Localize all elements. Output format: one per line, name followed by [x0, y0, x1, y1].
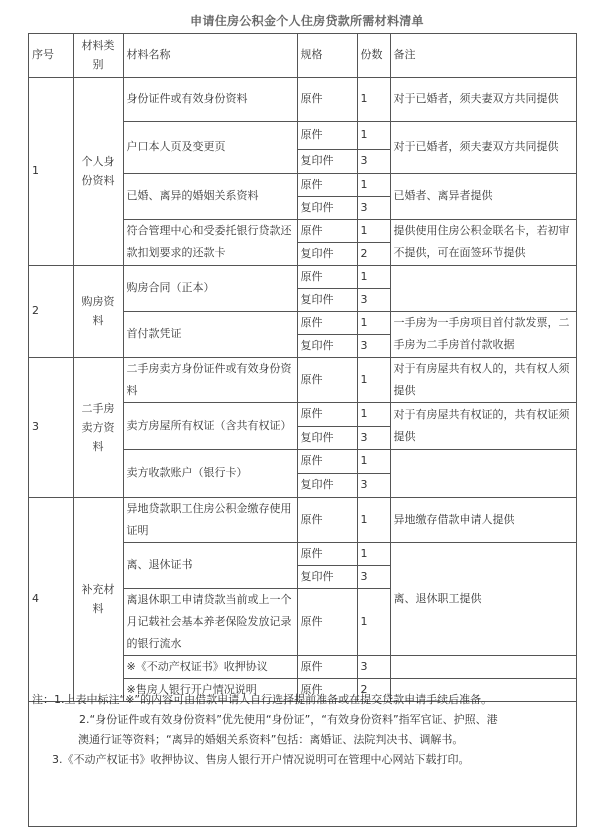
material-copies: 3: [357, 426, 390, 449]
material-remark: 提供使用住房公积金联名卡，若初审不提供，可在面签环节提供: [390, 219, 576, 265]
group-seq: 4: [29, 497, 73, 701]
material-copies: 1: [357, 588, 390, 655]
material-remark: 对于已婚者，须夫妻双方共同提供: [390, 77, 576, 121]
table-row: [29, 77, 576, 121]
material-name: 户口本人页及变更页: [123, 121, 297, 173]
material-spec: 原件: [297, 219, 357, 242]
material-copies: 3: [357, 334, 390, 357]
material-remark: 对于已婚者，须夫妻双方共同提供: [390, 121, 576, 173]
material-copies: 1: [357, 121, 390, 149]
material-name: 二手房卖方身份证件或有效身份资料: [123, 357, 297, 402]
material-name: 离、退休证书: [123, 542, 297, 588]
group-category: 二手房卖方资料: [73, 357, 123, 497]
material-copies: 3: [357, 196, 390, 219]
material-spec: 原件: [297, 77, 357, 121]
material-copies: 1: [357, 77, 390, 121]
material-remark: 异地缴存借款申请人提供: [390, 497, 576, 542]
material-copies: 1: [357, 357, 390, 402]
group-seq: 2: [29, 265, 73, 357]
material-copies: 1: [357, 449, 390, 473]
header-name: 材料名称: [123, 34, 297, 77]
material-spec: 原件: [297, 497, 357, 542]
note-line: 2.“身份证件或有效身份资料”优先使用“身份证”，“有效身份资料”指军官证、护照、港: [79, 713, 498, 726]
material-copies: 3: [357, 565, 390, 588]
material-name: 卖方收款账户（银行卡）: [123, 449, 297, 497]
material-spec: 原件: [297, 449, 357, 473]
material-copies: 3: [357, 288, 390, 311]
material-spec: 原件: [297, 265, 357, 288]
material-name: ※《不动产权证书》收押协议: [123, 655, 297, 678]
table-row: [29, 265, 576, 288]
material-spec: 原件: [297, 678, 357, 701]
material-remark: [390, 449, 576, 497]
material-spec: 原件: [297, 357, 357, 402]
material-spec: 复印件: [297, 426, 357, 449]
material-spec: 原件: [297, 311, 357, 334]
material-spec: 原件: [297, 588, 357, 655]
notes-section: [32, 690, 573, 770]
material-name: 购房合同（正本）: [123, 265, 297, 311]
table-row: [29, 497, 576, 542]
group-seq: 1: [29, 77, 73, 265]
material-remark: 离、退休职工提供: [390, 542, 576, 655]
material-spec: 复印件: [297, 196, 357, 219]
material-remark: 一手房为一手房项目首付款发票，二手房为二手房首付款收据: [390, 311, 576, 357]
material-copies: 2: [357, 242, 390, 265]
group-category: 个人身份资料: [73, 77, 123, 265]
note-line: 3.《不动产权证书》收押协议、售房人银行开户情况说明可在管理中心网站下载打印。: [52, 753, 470, 766]
material-copies: 2: [357, 678, 390, 701]
material-remark: 对于有房屋共有权人的，共有权人须提供: [390, 357, 576, 402]
material-copies: 1: [357, 311, 390, 334]
material-spec: 原件: [297, 542, 357, 565]
group-seq: 3: [29, 357, 73, 497]
materials-sheet: [28, 33, 577, 827]
material-spec: 复印件: [297, 473, 357, 497]
note-line: 澳通行证等资料；“离异的婚姻关系资料”包括：离婚证、法院判决书、调解书。: [78, 733, 464, 746]
material-copies: 3: [357, 149, 390, 173]
table-row: [29, 357, 576, 402]
material-name: 离退休职工申请贷款当前或上一个月记载社会基本养老保险发放记录的银行流水: [123, 588, 297, 655]
material-spec: 原件: [297, 402, 357, 426]
material-name: 符合管理中心和受委托银行贷款还款扣划要求的还款卡: [123, 219, 297, 265]
header-remark: 备注: [390, 34, 576, 77]
material-spec: 复印件: [297, 565, 357, 588]
header-copies: 份数: [357, 34, 390, 77]
materials-table: [29, 34, 576, 702]
material-spec: 复印件: [297, 334, 357, 357]
note-line: 注：1.上表中标注“※”的内容可由借款申请人自行选择提前准备或在提交贷款申请手续后准备。: [32, 693, 493, 706]
header-spec: 规格: [297, 34, 357, 77]
material-copies: 1: [357, 497, 390, 542]
material-spec: 复印件: [297, 288, 357, 311]
material-name: 已婚、离异的婚姻关系资料: [123, 173, 297, 219]
material-name: ※售房人银行开户情况说明: [123, 678, 297, 701]
material-spec: 原件: [297, 121, 357, 149]
material-name: 卖方房屋所有权证（含共有权证）: [123, 402, 297, 449]
material-spec: 复印件: [297, 149, 357, 173]
material-copies: 1: [357, 265, 390, 288]
material-copies: 1: [357, 173, 390, 196]
material-copies: 1: [357, 402, 390, 426]
material-spec: 原件: [297, 655, 357, 678]
material-copies: 1: [357, 219, 390, 242]
group-category: 补充材料: [73, 497, 123, 701]
material-copies: 3: [357, 473, 390, 497]
material-remark: [390, 265, 576, 311]
group-category: 购房资料: [73, 265, 123, 357]
material-remark: [390, 655, 576, 678]
document-title: 申请住房公积金个人住房贷款所需材料清单: [190, 14, 424, 28]
material-copies: 1: [357, 542, 390, 565]
material-name: 异地贷款职工住房公积金缴存使用证明: [123, 497, 297, 542]
table-header-row: [29, 34, 576, 77]
header-category: 材料类别: [73, 34, 123, 77]
material-copies: 3: [357, 655, 390, 678]
material-remark: 已婚者、离异者提供: [390, 173, 576, 219]
material-name: 身份证件或有效身份资料: [123, 77, 297, 121]
material-spec: 原件: [297, 173, 357, 196]
material-remark: 对于有房屋共有权证的，共有权证须提供: [390, 402, 576, 449]
header-seq: 序号: [29, 34, 73, 77]
material-name: 首付款凭证: [123, 311, 297, 357]
material-spec: 复印件: [297, 242, 357, 265]
